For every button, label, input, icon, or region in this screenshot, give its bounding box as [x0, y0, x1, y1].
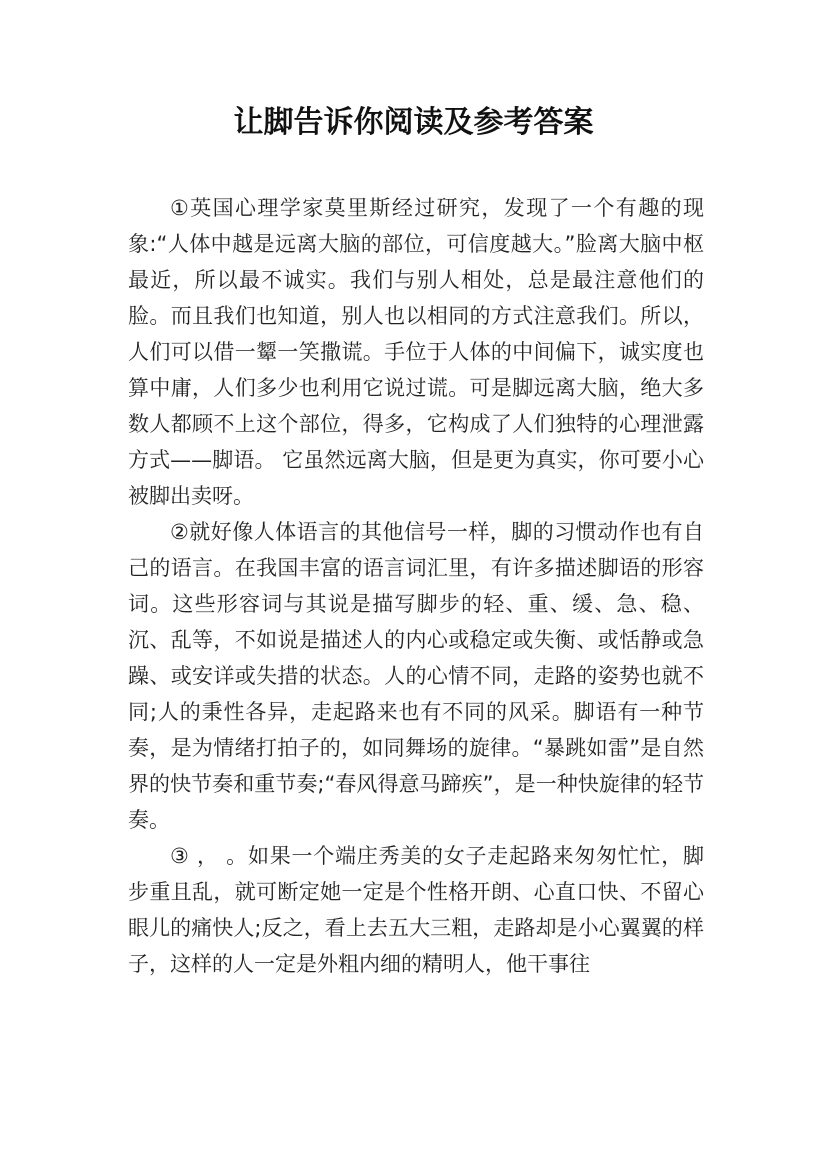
- paragraph-3: ③ ， 。如果一个端庄秀美的女子走起路来匆匆忙忙，脚步重且乱，就可断定她一定是个性格开朗、心直口快、不留心眼儿的痛快人;反之，看上去五大三粗，走路却是小心翼翼的样子，这样的人一定是外粗内细的精明人，他干事往: [128, 844, 704, 976]
- document-body: [128, 190, 704, 982]
- document-title: 让脚告诉你阅读及参考答案: [233, 105, 594, 140]
- paragraph-2: ②就好像人体语言的其他信号一样，脚的习惯动作也有自己的语言。在我国丰富的语言词汇里，有许多描述脚语的形容词。这些形容词与其说是描写脚步的轻、重、缓、急、稳、沉、乱等，不如说是描述人的内心或稳定或失衡、或恬静或急躁、或安详或失措的状态。人的心情不同，走路的姿势也就不同;人的秉性各异，走起路来也有不同的风采。脚语有一种节奏，是为情绪打拍子的，如同舞场的旋律。“暴跳如雷”是自然界的快节奏和重节奏;“春风得意马蹄疾”，是一种快旋律的轻节奏。: [128, 520, 704, 832]
- paragraph-1: ①英国心理学家莫里斯经过研究，发现了一个有趣的现象:“人体中越是远离大脑的部位，可信度越大。”脸离大脑中枢最近，所以最不诚实。我们与别人相处，总是最注意他们的脸。而且我们也知道，别人也以相同的方式注意我们。所以，人们可以借一颦一笑撒谎。手位于人体的中间偏下，诚实度也算中庸，人们多少也利用它说过谎。可是脚远离大脑，绝大多数人都顾不上这个部位，得多，它构成了人们独特的心理泄露方式——脚语。 它虽然远离大脑，但是更为真实，你可要小心被脚出卖呀。: [128, 196, 704, 508]
